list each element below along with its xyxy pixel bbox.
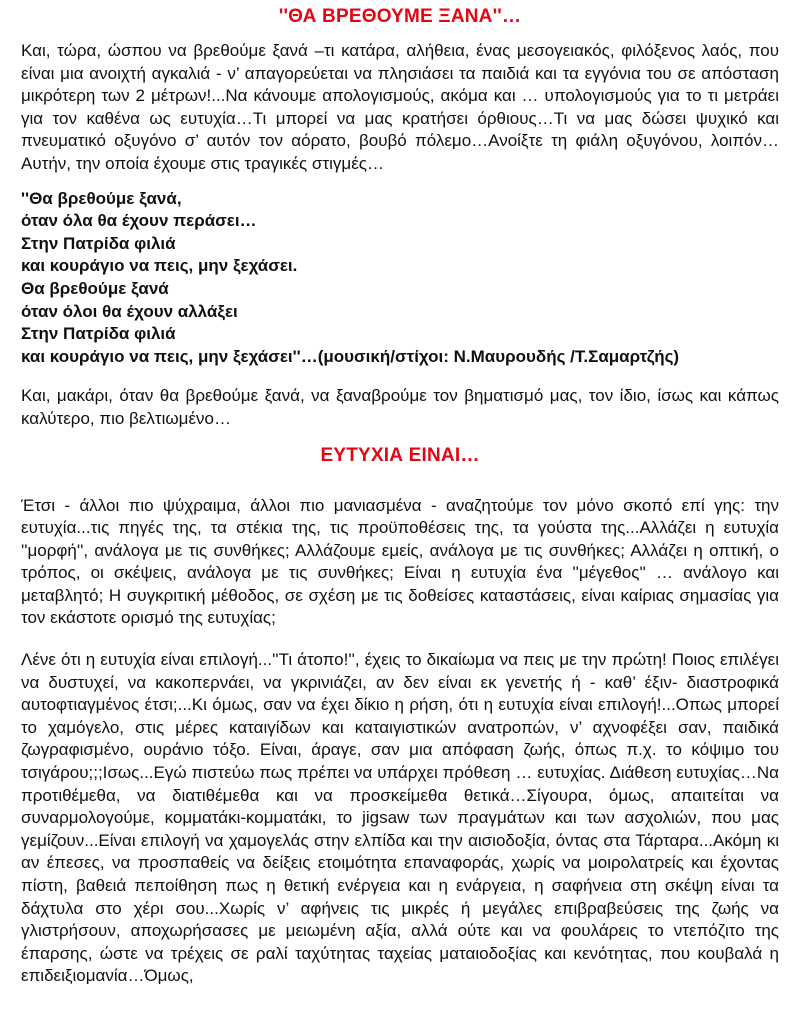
lyric-line-1: ''Θα βρεθούμε ξανά, (21, 188, 182, 208)
lyric-line-8-credit: και κουράγιο να πεις, μην ξεχάσει''…(μουσική/στίχοι: Ν.Μαυρουδής /Τ.Σαμαρτζής) (21, 346, 680, 366)
paragraph-happiness-definition: Έτσι - άλλοι πιο ψύχραιμα, άλλοι πιο μανιασμένα - αναζητούμε τον μόνο σκοπό επί γης: την ευτυχία...τις πηγές της, τα στέκια της, τις προϋποθέσεις της, τα γούστα της...Αλλάζει η ευτυχία ''μορφή'', ανάλογα με τις συνθήκες; Αλλάζουμε εμείς, ανάλογα με τις συνθήκες; Αλλάζει η οπτική, ο τρόπος, οι σκέψεις, ανάλογα με τις συνθήκες; Είναι η ευτυχία ένα ''μέγεθος'' … ανάλογο και μεταβλητό; Η συγκριτική μέθοδος, σε σχέση με τις δοθείσες καταστάσεις, είναι καίριας σημασίας για τον εκάστοτε ορισμό της ευτυχίας; (21, 495, 779, 628)
section-heading-eftyxia-einai: ΕΥΤΥΧΙΑ ΕΙΝΑΙ… (320, 444, 480, 466)
section-heading-tha-vrethoume: ''ΘΑ ΒΡΕΘΟΥΜΕ ΞΑΝΑ''… (278, 6, 522, 27)
lyric-line-4: και κουράγιο να πεις, μην ξεχάσει. (21, 256, 298, 276)
paragraph-wish: Και, μακάρι, όταν θα βρεθούμε ξανά, να ξαναβρούμε τον βηματισμό μας, τον ίδιο, ίσως και κάπως καλύτερο, πιο βελτιωμένο… (21, 386, 779, 428)
paragraph-happiness-choice: Λένε ότι η ευτυχία είναι επιλογή...''Τι άτοπο!'', έχεις το δικαίωμα να πεις με την πρώτη! Ποιος επιλέγει να δυστυχεί, να κακοπερνάει, να γκρινιάζει, αν δεν είναι εκ γενετής ή - καθ’ έξιν- διαστροφικά αυτοφτιαγμένος έτσι;...Κι όμως, σαν να έχει δίκιο η ρήση, ότι η ευτυχία είναι επιλογή!...Οπως μπορεί το χαμόγελο, στις μέρες καταιγίδων και καταιγιστικών ανατροπών, ν’ αχνοφέξει σαν, παιδικά ζωγραφισμένο, ουράνιο τόξο. Είναι, άραγε, σαν μια απόφαση ζωής, όπως π.χ. το κόψιμο του τσιγάρου;;;Ισως...Εγώ πιστεύω πως πρέπει να υπάρχει πρόθεση … ευτυχίας. Διάθεση ευτυχίας…Να προτιθέμεθα, να διατιθέμεθα και να προσκείμεθα θετικά…Σίγουρα, όμως, απαιτείται να συναρμολογούμε, κομματάκι-κομματάκι, το jigsaw των πραγμάτων και των ασχολιών, που μας γεμίζουν...Είναι επιλογή να χαμογελάς στην ελπίδα και την αισιοδοξία, όντας στα Τάρταρα...Ακόμη κι αν έπεσες, να προσπαθείς να δείξεις ετοιμότητα επαναφοράς, χωρίς να μοιρολατρείς και έχοντας πίστη, βαθειά πεποίθηση πως η θετική ενέργεια και η ενάργεια, η σαφήνεια στη σκέψη είναι τα δάχτυλα στο χέρι σου...Χωρίς ν’ αφήνεις τις μικρές ή μεγάλες επιβραβεύσεις της ζωής να γλιστρήσουν, αποχωρήσασες με μειωμένη αξία, αλλά ούτε και να φουλάρεις το ντεπόζιτο της έπαρσης, ώστε να τρέχεις σε ραλί ταχύτητας ταχείας ματαιοδοξίας και κενότητας, που κουβαλά η επιδειξιομανία…Όμως, (21, 650, 779, 986)
lyric-line-5: Θα βρεθούμε ξανά (21, 278, 169, 298)
song-lyrics-block (21, 188, 779, 369)
paragraph-intro: Και, τώρα, ώσπου να βρεθούμε ξανά –τι κατάρα, αλήθεια, ένας μεσογειακός, φιλόξενος λαός, που είναι μια ανοιχτή αγκαλιά - ν’ απαγορεύεται να πλησιάσει τα παιδιά και τα εγγόνια του σε απόσταση μικρότερη των 2 μέτρων!...Να κάνουμε απολογισμούς, ακόμα και … υπολογισμούς για το τι μετράει για τον καθένα ως ευτυχία…Τι μπορεί να μας κρατήσει όρθιους…Τι να μας δώσει ψυχικό και πνευματικό οξυγόνο σ’ αυτόν τον αόρατο, βουβό πόλεμο…Ανοίξτε τη φιάλη οξυγόνου, λοιπόν…Αυτήν, την οποία έχουμε στις τραγικές στιγμές… (21, 41, 779, 173)
lyric-line-6: όταν όλοι θα έχουν αλλάξει (21, 301, 238, 321)
lyric-line-7: Στην Πατρίδα φιλιά (21, 324, 176, 344)
lyric-line-3: Στην Πατρίδα φιλιά (21, 233, 176, 253)
lyric-line-2: όταν όλα θα έχουν περάσει… (21, 211, 257, 231)
